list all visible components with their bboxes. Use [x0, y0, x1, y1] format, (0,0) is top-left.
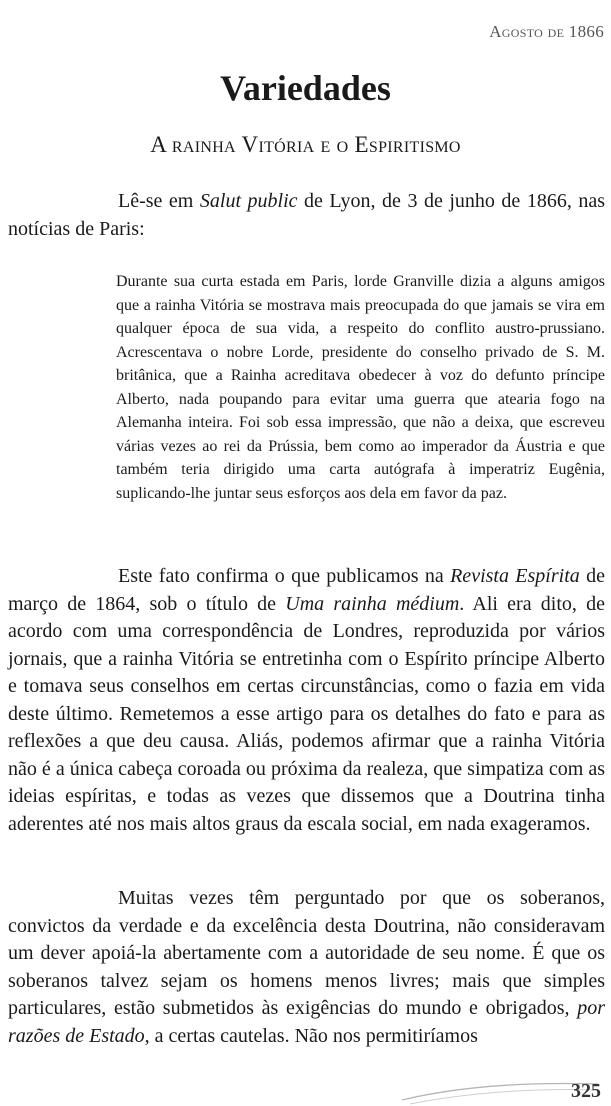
page-number: 325 [571, 1080, 601, 1102]
article-subtitle: A rainha Vitória e o Espiritismo [150, 132, 461, 157]
footer-swoosh-ornament [400, 1078, 600, 1106]
journal-title: Revista Espírita [450, 565, 580, 587]
article-title: Uma rainha médium [285, 592, 460, 615]
intro-text-c: de Lyon, de 3 de junho de 1866, nas notícias de Paris: [8, 190, 605, 240]
state-reasons-phrase: por razões de Estado [8, 997, 605, 1047]
running-header: Agosto de 1866 [489, 22, 604, 41]
p2-text-a: Este fato confirma o que publicamos na [118, 565, 451, 587]
newspaper-name: Salut public [199, 190, 298, 212]
body-paragraph-2 [8, 563, 605, 838]
section-title: Variedades [220, 68, 391, 108]
intro-paragraph [8, 188, 605, 243]
p2-text-e: . Ali era dito, de acordo com uma correspondência de Londres, reproduzida por vários jornais, que a rainha Vitória se entretinha com o Espírito príncipe Alberto e tomava seus conselhos em certas circunstâncias, como o fazia em vida deste último. Remetemos a esse artigo para os detalhes do fato e para as reflexões a que deu causa. Aliás, podemos afirmar que a rainha Vitória não é a única cabeça coroada ou próxima da realeza, que simpatiza com as ideias espíritas, e todas as vezes que dissemos que a Doutrina tinha aderentes até nos mais altos graus da escala social, em nada exageramos. [8, 592, 606, 835]
intro-text-a: Lê-se em [118, 190, 200, 212]
block-quote: Durante sua curta estada em Paris, lorde Granville dizia a alguns amigos que a rainha Vitória se mostrava mais preocupada do que jamais se vira em qualquer época de sua vida, a respeito do conflito austro-prussiano. Acrescentava o nobre Lorde, presidente do conselho privado de S. M. britânica, que a Rainha acreditava obedecer à voz do defunto príncipe Alberto, nada poupando para evitar uma guerra que atearia fogo na Alemanha inteira. Foi sob essa impressão, que não a deixa, que escreveu várias vezes ao rei da Prússia, bem como ao imperador da Áustria e que também teria dirigido uma carta autógrafa à imperatriz Eugênia, suplicando-lhe juntar seus esforços aos dela em favor da paz. [116, 273, 605, 502]
body-paragraph-3 [8, 885, 605, 1050]
p3-text-a: Muitas vezes têm perguntado por que os soberanos, convictos da verdade e da excelência desta Doutrina, não consideravam um dever apoiá-la abertamente com a autoridade de seu nome. É que os soberanos talvez sejam os homens menos livres; mais que simples particulares, estão submetidos às exigências do mundo e obrigados, [8, 887, 605, 1019]
p2-text-c: de março de 1864, sob o título de [8, 565, 605, 615]
p3-text-c: , a certas cautelas. Não nos permitiríamos [144, 1024, 478, 1047]
